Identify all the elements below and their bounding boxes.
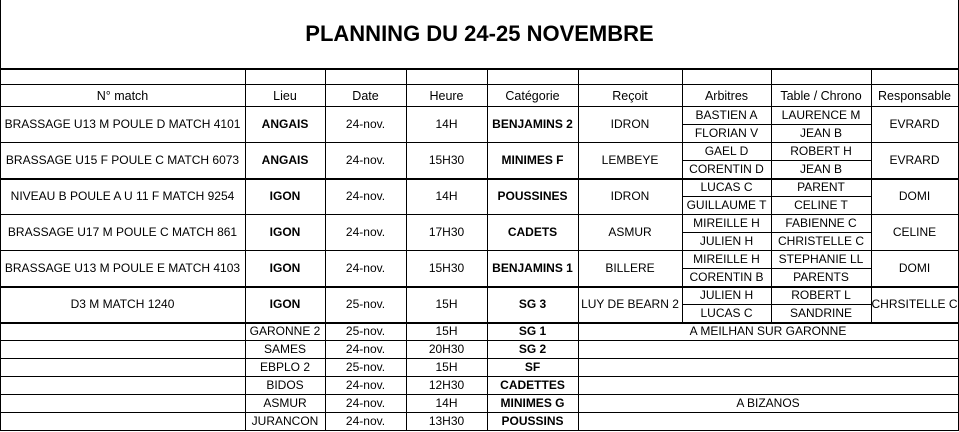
match-lieu: IGON [269, 189, 301, 203]
column-header-table: Table / Chrono [780, 88, 862, 103]
match-lieu: IGON [269, 225, 301, 239]
away-lieu: SAMES [263, 342, 306, 356]
match-responsable: DOMI [898, 189, 931, 203]
arbitre-2: FLORIAN V [694, 126, 759, 140]
table-chrono-1: STEPHANIE LL [778, 252, 864, 266]
away-categorie: POUSSINS [501, 414, 564, 428]
away-date: 25-nov. [345, 360, 386, 374]
match-name: NIVEAU B POULE A U 11 F MATCH 9254 [10, 189, 235, 203]
table-chrono-2: CELINE T [794, 198, 848, 212]
planning-table [0, 68, 959, 432]
away-heure: 20H30 [428, 342, 465, 356]
arbitre-2: JULIEN H [699, 234, 754, 248]
away-note-meilhan: A MEILHAN SUR GARONNE [689, 324, 847, 338]
match-responsable: EVRARD [889, 153, 940, 167]
away-lieu: JURANCON [251, 414, 319, 428]
arbitre-1: MIREILLE H [693, 216, 760, 230]
match-lieu: ANGAIS [261, 117, 309, 131]
match-heure: 14H [435, 117, 458, 131]
arbitre-1: GAEL D [704, 144, 749, 158]
match-recoit: LEMBEYE [601, 153, 659, 167]
match-recoit: ASMUR [608, 225, 652, 239]
column-header-date: Date [352, 88, 379, 103]
table-chrono-2: SANDRINE [789, 306, 852, 320]
match-recoit: BILLERE [605, 261, 655, 275]
match-heure: 17H30 [428, 225, 465, 239]
away-lieu: BIDOS [266, 378, 304, 392]
arbitre-2: CORENTIN D [689, 162, 764, 176]
away-categorie: SG 1 [518, 324, 547, 338]
away-heure: 15H [435, 360, 458, 374]
match-lieu: IGON [269, 297, 301, 311]
away-date: 24-nov. [345, 342, 386, 356]
match-responsable: EVRARD [889, 117, 940, 131]
arbitre-2: GUILLAUME T [686, 198, 767, 212]
column-header-lieu: Lieu [273, 88, 297, 103]
away-categorie: SG 2 [518, 342, 547, 356]
away-date: 25-nov. [345, 324, 386, 338]
column-header-recoit: Reçoit [612, 88, 648, 103]
match-categorie: BENJAMINS 2 [492, 117, 573, 131]
match-date: 24-nov. [345, 189, 386, 203]
match-categorie: CADETS [507, 225, 558, 239]
match-heure: 14H [435, 189, 458, 203]
column-header-heure: Heure [429, 88, 464, 103]
column-header-responsable: Responsable [878, 88, 951, 103]
match-name: BRASSAGE U15 F POULE C MATCH 6073 [5, 153, 240, 167]
away-lieu: EBPLO 2 [259, 360, 311, 374]
page-title: PLANNING DU 24-25 NOVEMBRE [305, 21, 654, 46]
away-date: 24-nov. [345, 396, 386, 410]
match-date: 25-nov. [345, 297, 386, 311]
arbitre-2: LUCAS C [700, 306, 753, 320]
away-lieu: ASMUR [263, 396, 307, 410]
away-heure: 15H [435, 324, 458, 338]
away-note-bizanos: A BIZANOS [736, 396, 800, 410]
match-categorie: POUSSINES [497, 189, 568, 203]
match-name: D3 M MATCH 1240 [70, 297, 175, 311]
away-heure: 12H30 [428, 378, 465, 392]
match-name: BRASSAGE U17 M POULE C MATCH 861 [7, 225, 238, 239]
table-top-border [0, 68, 959, 70]
column-header-match: N° match [96, 88, 149, 103]
match-responsable: CHRSITELLE C [871, 297, 958, 311]
match-recoit: IDRON [610, 189, 650, 203]
column-header-arbitres: Arbitres [704, 88, 749, 103]
away-categorie: SF [524, 360, 541, 374]
table-chrono-2: JEAN B [799, 162, 842, 176]
table-chrono-1: LAURENCE M [781, 108, 861, 122]
match-name: BRASSAGE U13 M POULE E MATCH 4103 [4, 261, 241, 275]
away-lieu: GARONNE 2 [249, 324, 321, 338]
match-categorie: MINIMES F [501, 153, 564, 167]
match-date: 24-nov. [345, 225, 386, 239]
arbitre-2: CORENTIN B [689, 270, 764, 284]
away-heure: 14H [435, 396, 458, 410]
arbitre-1: LUCAS C [700, 180, 753, 194]
match-lieu: IGON [269, 261, 301, 275]
match-recoit: LUY DE BEARN 2 [581, 297, 679, 311]
match-heure: 15H30 [428, 261, 465, 275]
table-chrono-1: FABIENNE C [785, 216, 857, 230]
table-chrono-2: JEAN B [799, 126, 842, 140]
away-date: 24-nov. [345, 414, 386, 428]
away-row-border [0, 430, 959, 431]
match-date: 24-nov. [345, 153, 386, 167]
match-date: 24-nov. [345, 117, 386, 131]
match-responsable: DOMI [898, 261, 931, 275]
arbitre-1: JULIEN H [699, 288, 754, 302]
match-heure: 15H30 [428, 153, 465, 167]
away-date: 24-nov. [345, 378, 386, 392]
away-categorie: MINIMES G [500, 396, 565, 410]
match-recoit: IDRON [610, 117, 650, 131]
match-categorie: SG 3 [518, 297, 547, 311]
table-chrono-2: PARENTS [793, 270, 849, 284]
table-chrono-1: ROBERT H [790, 144, 852, 158]
arbitre-1: BASTIEN A [695, 108, 758, 122]
table-chrono-2: CHRISTELLE C [777, 234, 865, 248]
column-header-categorie: Catégorie [505, 88, 560, 103]
match-responsable: CELINE [892, 225, 937, 239]
match-heure: 15H [435, 297, 458, 311]
away-categorie: CADETTES [500, 378, 565, 392]
match-name: BRASSAGE U13 M POULE D MATCH 4101 [4, 117, 241, 131]
match-lieu: ANGAIS [261, 153, 309, 167]
arbitre-1: MIREILLE H [693, 252, 760, 266]
table-chrono-1: PARENT [797, 180, 845, 194]
match-date: 24-nov. [345, 261, 386, 275]
match-categorie: BENJAMINS 1 [492, 261, 573, 275]
table-chrono-1: ROBERT L [791, 288, 851, 302]
away-heure: 13H30 [428, 414, 465, 428]
